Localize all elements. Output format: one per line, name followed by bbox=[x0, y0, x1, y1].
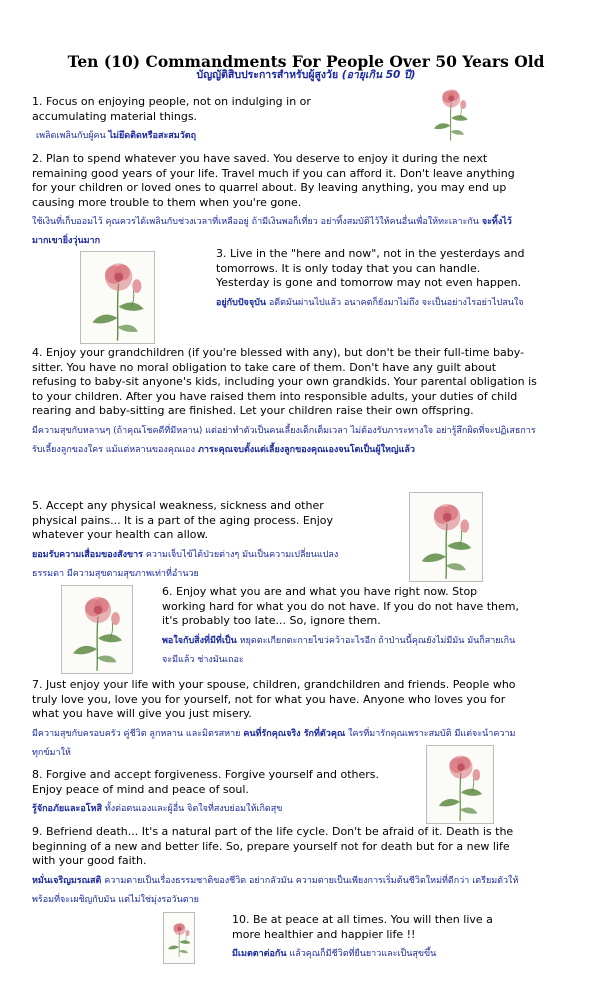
th-bold: รู้จักอภัยและอโหสิ bbox=[32, 804, 102, 814]
rose-illustration bbox=[61, 585, 133, 674]
th-bold: มีเมตตาต่อกัน bbox=[232, 949, 287, 959]
subtitle-main: บัญญัติสิบประการสำหรับผู้สูงวัย bbox=[196, 69, 339, 81]
commandment-en: 2. Plan to spend whatever you have saved. You deserve to enjoy it during the next remaining good years of your life. Travel much if you can afford it. Don't leave anything for your children or loved ones to quarrel about. By leaving anything, you may end up causing more trouble to them when you're gone. bbox=[32, 152, 515, 209]
commandment-1 bbox=[32, 95, 332, 146]
th-plain: มีความสุขกับครอบครัว คู่ชีวิต ลูกหลาน และมิตรสหาย bbox=[32, 728, 241, 739]
rose-illustration bbox=[426, 745, 494, 824]
commandment-th bbox=[32, 127, 332, 146]
commandment-en: 6. Enjoy what you are and what you have right now. Stop working hard for what you do not have. If you do not have them, it's probably too late... So, ignore them. bbox=[162, 585, 519, 627]
th-plain: เพลิดเพลินกับผู้คน bbox=[36, 131, 106, 141]
commandment-th bbox=[32, 546, 352, 584]
commandment-th bbox=[162, 632, 522, 670]
th-rest: หยุดตะเกียกตะกายไขว่คว้าอะไรอีก ถ้าป่านนี้คุณยังไม่มีมัน มันก็สายเกินจะมีแล้ว ช่างมันเถอะ bbox=[162, 635, 516, 665]
commandment-en: 10. Be at peace at all times. You will then live a more healthier and happier life !! bbox=[232, 913, 493, 941]
commandment-th bbox=[216, 294, 534, 313]
commandment-th bbox=[32, 872, 532, 910]
commandment-en: 5. Accept any physical weakness, sickness and other physical pains... It is a part of the aging process. Enjoy whatever your health can allow. bbox=[32, 499, 334, 541]
th-bold: ยอมรับความเสื่อมของสังขาร bbox=[32, 549, 144, 560]
rose-illustration bbox=[423, 82, 478, 142]
th-plain: มีความสุขกับหลานๆ (ถ้าคุณโชคดีที่มีหลาน) แต่อย่าทำตัวเป็นคนเลี้ยงเด็กเต็มเวลา ไม่ต้องรับภาระทางใจ อย่ารู้สึกผิดที่จะปฏิเสธการรับเลี้ยงลูกของใคร แม้แต่หลานของคุณเอง bbox=[32, 425, 536, 455]
th-bold: ไม่ยึดติดหรือสะสมวัตถุ bbox=[108, 131, 197, 141]
commandment-en: 9. Befriend death... It's a natural part of the life cycle. Don't be afraid of it. Death is the beginning of a new and better life. So, prepare yourself not for death but for a new life with your good faith. bbox=[32, 825, 514, 867]
th-rest: ความเจ็บไข้ได้ป่วยต่างๆ มันเป็นความเปลี่ยนแปลงธรรมดา มีความสุขตามสุขภาพเท่าที่อำนวย bbox=[32, 549, 339, 579]
rose-illustration bbox=[163, 912, 195, 964]
th-plain: ใช้เงินที่เก็บออมไว้ คุณควรได้เพลินกับช่วงเวลาที่เหลืออยู่ ถ้ามีเงินพอก็เที่ยว อย่าทิ้งสมบัติไว้ให้คนอื่นเพื่อให้ทะเลาะกัน bbox=[32, 217, 479, 227]
th-bold: ภาระคุณจบตั้งแต่เลี้ยงลูกของคุณเองจนโตเป็นผู้ใหญ่แล้ว bbox=[197, 444, 415, 455]
commandment-en: 4. Enjoy your grandchildren (if you're blessed with any), but don't be their full-time baby-sitter. You have no moral obligation to take care of them. Don't have any guilt about refusing to baby-sit anyone's kids, including your own grandkids. Your parental obligation is to your children. After you have raised them into responsible adults, your duties of child rearing and baby-sitting are finished. Let your children raise their own offspring. bbox=[32, 346, 537, 417]
commandment-en: 8. Forgive and accept forgiveness. Forgive yourself and others. Enjoy peace of mind and peace of soul. bbox=[32, 768, 380, 796]
th-rest: แล้วคุณก็มีชีวิตที่ยืนยาวและเป็นสุขขึ้น bbox=[289, 949, 437, 959]
commandment-th bbox=[32, 422, 537, 460]
commandment-10 bbox=[232, 913, 507, 964]
page-subtitle bbox=[0, 66, 612, 83]
th-bold: จะทิ้งไว้มากเขายิ่งวุ่นมาก bbox=[32, 217, 512, 246]
rose-illustration bbox=[80, 251, 155, 344]
commandment-3 bbox=[216, 247, 534, 313]
commandment-th bbox=[232, 945, 507, 964]
th-rest: ทั้งต่อตนเองและผู้อื่น จิตใจที่สงบย่อมให้เกิดสุข bbox=[104, 804, 283, 814]
rose-illustration bbox=[409, 492, 483, 582]
commandment-4 bbox=[32, 346, 537, 460]
th-rest: อดีตมันผ่านไปแล้ว อนาคตก็ยังมาไม่ถึง จะเป็นอย่างไรอย่าไปสนใจ bbox=[268, 297, 524, 308]
page-title: Ten (10) Commandments For People Over 50 Years Old bbox=[67, 52, 545, 72]
th-rest: ใครที่มารักคุณเพราะสมบัติ มีแต่จะนำความทุกข์มาให้ bbox=[32, 728, 516, 758]
commandment-5 bbox=[32, 499, 352, 584]
commandment-th bbox=[32, 213, 527, 251]
commandment-2 bbox=[32, 152, 527, 251]
subtitle-paren: (อายุเกิน 50 ปี) bbox=[341, 69, 416, 81]
commandment-6 bbox=[162, 585, 522, 670]
th-bold: อยู่กับปัจจุบัน bbox=[216, 297, 266, 308]
commandment-8 bbox=[32, 768, 412, 819]
th-bold: หมั่นเจริญมรณสติ bbox=[32, 875, 102, 886]
th-bold: คนที่รักคุณจริง รักที่ตัวคุณ bbox=[243, 728, 346, 739]
commandment-en: 1. Focus on enjoying people, not on indulging in or accumulating material things. bbox=[32, 95, 311, 123]
commandment-th bbox=[32, 800, 412, 819]
commandment-en: 7. Just enjoy your life with your spouse, children, grandchildren and friends. People who truly love you, love you for yourself, not for what you have. Anyone who loves you for what you have will give you just misery. bbox=[32, 678, 516, 720]
th-rest: ความตายเป็นเรื่องธรรมชาติของชีวิต อย่ากลัวมัน ความตายเป็นเพียงการเริ่มต้นชีวิตใหม่ที่ดีกว่า เตรียมตัวให้พร้อมที่จะเผชิญกับมัน แต่ไม่ใช่มุ่งรอวันตาย bbox=[32, 875, 519, 905]
commandment-9 bbox=[32, 825, 532, 910]
commandment-en: 3. Live in the "here and now", not in the yesterdays and tomorrows. It is only today that you can handle. Yesterday is gone and tomorrow may not even happen. bbox=[216, 247, 525, 289]
th-bold: พอใจกับสิ่งที่มีที่เป็น bbox=[162, 635, 237, 646]
